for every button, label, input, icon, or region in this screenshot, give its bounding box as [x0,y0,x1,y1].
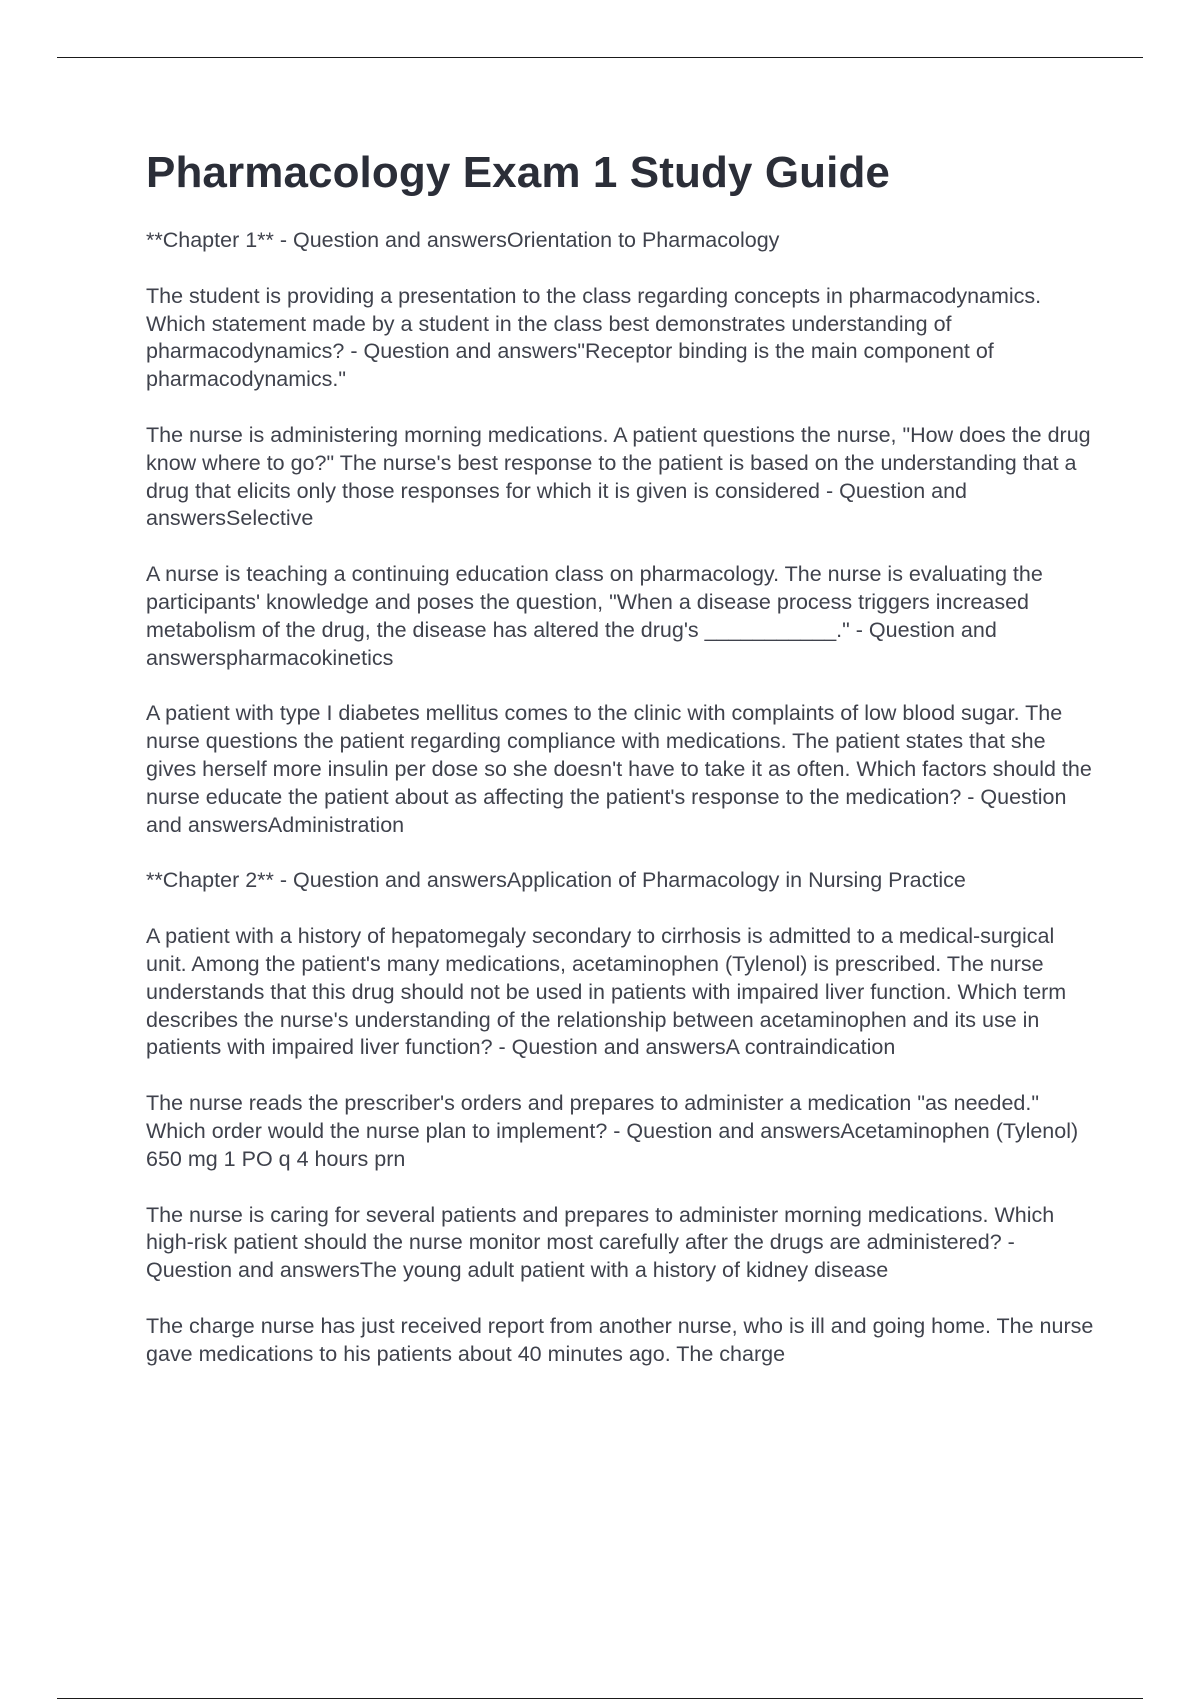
question-high-risk-patient: The nurse is caring for several patients and prepares to administer morning medications. Which high-risk patient should the nurse monitor most carefully after the drugs are administered? - Question and answersThe young adult patient with a history of kidney disease [146,1202,1055,1283]
chapter-1-heading: **Chapter 1** - Question and answersOrientation to Pharmacology [146,228,780,252]
question-pharmacokinetics: A nurse is teaching a continuing education class on pharmacology. The nurse is evaluating the participants' knowledge and poses the question, "When a disease process triggers increased metabolism of the drug, the disease has altered the drug's ___________." - Question and answerspharmacokinetics [146,562,1043,670]
document-title: Pharmacology Exam 1 Study Guide [146,148,890,197]
question-administration: A patient with type I diabetes mellitus comes to the clinic with complaints of low blood sugar. The nurse questions the patient regarding compliance with medications. The patient states that she gives herself more insulin per dose so she doesn't have to take it as often. Which factors should the nurse educate the patient about as affecting the patient's response to the medication? - Question and answersAdministration [146,701,1092,837]
question-list [146,227,1096,1369]
question-pharmacodynamics: The student is providing a presentation to the class regarding concepts in pharmacodynamics. Which statement made by a student in the class best demonstrates understanding of pharmacodynamics? - Question and answers"Receptor binding is the main component of pharmacodynamics." [146,283,1042,392]
question-charge-nurse: The charge nurse has just received report from another nurse, who is ill and going home. The nurse gave medications to his patients about 40 minutes ago. The charge [146,1313,1094,1366]
chapter-2-heading: **Chapter 2** - Question and answersApplication of Pharmacology in Nursing Practice [146,868,966,893]
bottom-rule [57,1698,1143,1699]
question-selective: The nurse is administering morning medications. A patient questions the nurse, "How does the drug know where to go?" The nurse's best response to the patient is based on the understanding that a drug that elicits only those responses for which it is given is considered - Question and answersSelective [146,422,1091,531]
question-prn-order: The nurse reads the prescriber's orders and prepares to administer a medication "as needed." Which order would the nurse plan to implement? - Question and answersAcetaminophen (Tylenol) 650 mg 1 PO q 4 hours prn [146,1091,1079,1171]
top-rule [57,57,1143,58]
question-contraindication: A patient with a history of hepatomegaly secondary to cirrhosis is admitted to a medical-surgical unit. Among the patient's many medications, acetaminophen (Tylenol) is prescribed. The nurse understands that this drug should not be used in patients with impaired liver function. Which term describes the nurse's understanding of the relationship between acetaminophen and its use in patients with impaired liver function? - Question and answersA contraindication [146,924,1067,1060]
document-body [146,143,1096,1397]
